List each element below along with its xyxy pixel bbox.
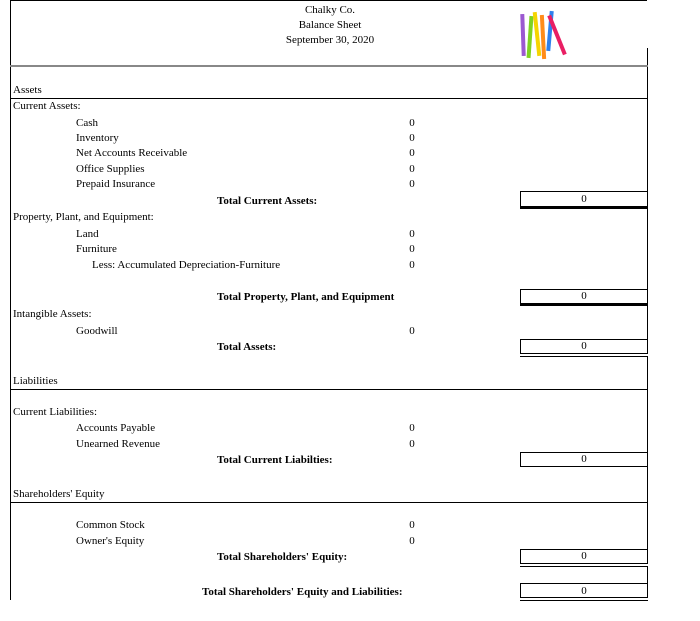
total-ppe-label: Total Property, Plant, and Equipment: [217, 291, 395, 303]
list-item-label: Prepaid Insurance: [76, 178, 156, 190]
list-item-value: 0: [409, 535, 415, 547]
total-equity-label: Total Shareholders' Equity:: [217, 551, 348, 563]
total-equity-value: 0: [581, 550, 587, 562]
total-current-assets-label: Total Current Assets:: [217, 195, 318, 207]
list-item-value: 0: [409, 422, 415, 434]
list-item-label: Furniture: [76, 243, 117, 255]
total-current-assets-value: 0: [581, 193, 587, 205]
list-item-label: Inventory: [76, 132, 119, 144]
section-intangible: Intangible Assets:: [13, 308, 92, 320]
total-current-liabilities-value: 0: [581, 453, 587, 465]
list-item-value: 0: [409, 228, 415, 240]
list-item-value: 0: [409, 325, 415, 337]
list-item-value: 0: [409, 519, 415, 531]
section-current-assets: Current Assets:: [13, 100, 81, 112]
list-item-value: 0: [409, 117, 415, 129]
list-item-value: 0: [409, 132, 415, 144]
total-assets-value: 0: [581, 340, 587, 352]
list-item-label: Net Accounts Receivable: [76, 147, 188, 159]
list-item-value: 0: [409, 163, 415, 175]
statement-title: Balance Sheet: [298, 19, 362, 31]
list-item-label: Less: Accumulated Depreciation-Furniture: [92, 259, 281, 271]
total-current-liabilities-label: Total Current Liabilties:: [217, 454, 333, 466]
total-assets-label: Total Assets:: [217, 341, 277, 353]
list-item-value: 0: [409, 243, 415, 255]
list-item-label: Common Stock: [76, 519, 145, 531]
section-assets: Assets: [13, 84, 42, 96]
total-equity-liabilities-value: 0: [581, 585, 587, 597]
total-ppe-value: 0: [581, 290, 587, 302]
list-item-value: 0: [409, 259, 415, 271]
list-item-label: Land: [76, 228, 99, 240]
list-item-label: Unearned Revenue: [76, 438, 160, 450]
list-item-label: Office Supplies: [76, 163, 145, 175]
section-equity: Shareholders' Equity: [13, 488, 105, 500]
section-current-liabilities: Current Liabilities:: [13, 406, 98, 418]
list-item-label: Accounts Payable: [76, 422, 156, 434]
list-item-value: 0: [409, 178, 415, 190]
section-ppe: Property, Plant, and Equipment:: [13, 211, 154, 223]
list-item-value: 0: [409, 147, 415, 159]
total-equity-liabilities-label: Total Shareholders' Equity and Liabilities:: [202, 586, 403, 598]
list-item-label: Goodwill: [76, 325, 118, 337]
list-item-label: Cash: [76, 117, 98, 129]
chalk-sticks-icon: [518, 6, 582, 62]
statement-date: September 30, 2020: [285, 34, 375, 46]
list-item-label: Owner's Equity: [76, 535, 145, 547]
section-liabilities: Liabilities: [13, 375, 58, 387]
list-item-value: 0: [409, 438, 415, 450]
company-name: Chalky Co.: [304, 4, 356, 16]
